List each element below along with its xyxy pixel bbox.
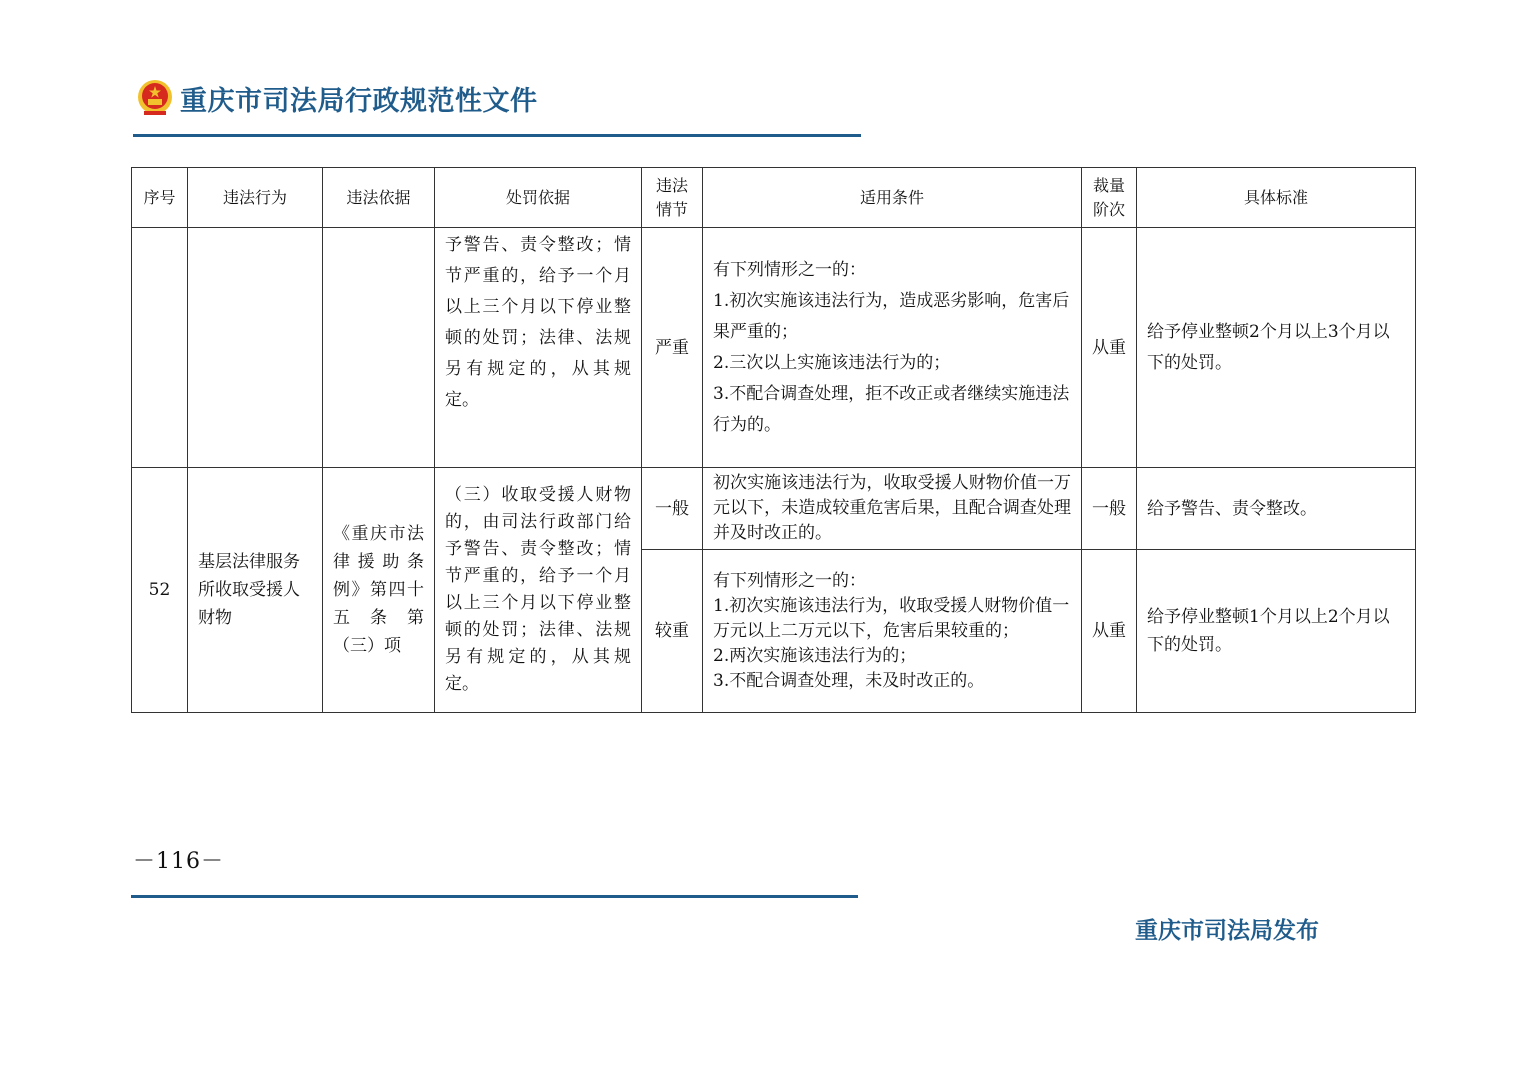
legal-basis <box>323 228 435 468</box>
column-header: 违法 情节 <box>642 168 703 228</box>
specific-standard: 给予停业整顿1个月以上2个月以下的处罚。 <box>1137 550 1416 713</box>
condition-line: 2.三次以上实施该违法行为的； <box>713 352 951 373</box>
discretion-level: 一般 <box>1082 468 1137 550</box>
column-header: 违法行为 <box>188 168 323 228</box>
condition-line: 1.初次实施该违法行为，造成恶劣影响，危害后果严重的； <box>713 290 1070 342</box>
condition-line: 3.不配合调查处理，拒不改正或者继续实施违法行为的。 <box>713 383 1070 435</box>
legal-basis: 《重庆市法律援助条例》第四十五条第（三）项 <box>323 468 435 713</box>
condition-line: 1.初次实施该违法行为，收取受援人财物价值一万元以上二万元以下，危害后果较重的； <box>713 595 1070 641</box>
applicable-conditions <box>703 550 1082 713</box>
table-header-row <box>132 168 1416 228</box>
violation-act: 基层法律服务所收取受援人财物 <box>188 468 323 713</box>
column-header: 处罚依据 <box>435 168 642 228</box>
column-header: 具体标准 <box>1137 168 1416 228</box>
row-number <box>132 228 188 468</box>
condition-line: 有下列情形之一的： <box>713 570 866 591</box>
violation-act <box>188 228 323 468</box>
column-header: 违法依据 <box>323 168 435 228</box>
footer-divider <box>131 895 858 898</box>
penalty-basis: （三）收取受援人财物的，由司法行政部门给予警告、责令整改；情节严重的，给予一个月以上三个月以下停业整顿的处罚；法律、法规另有规定的，从其规定。 <box>435 468 642 713</box>
column-header: 序号 <box>132 168 188 228</box>
penalty-basis: 予警告、责令整改；情节严重的，给予一个月以上三个月以下停业整顿的处罚；法律、法规另有规定的，从其规定。 <box>435 228 642 468</box>
condition-line: 3.不配合调查处理，未及时改正的。 <box>713 670 985 691</box>
national-emblem-icon <box>136 78 174 118</box>
page-number: －116－ <box>133 849 224 874</box>
discretion-level: 从重 <box>1082 228 1137 468</box>
applicable-conditions <box>703 228 1082 468</box>
row-number: 52 <box>132 468 188 713</box>
penalty-standard-table <box>131 167 1416 713</box>
circumstance: 一般 <box>642 468 703 550</box>
discretion-level: 从重 <box>1082 550 1137 713</box>
condition-line: 有下列情形之一的： <box>713 259 866 280</box>
header-title: 重庆市司法局行政规范性文件 <box>180 85 538 117</box>
condition-line: 2.两次实施该违法行为的； <box>713 645 917 666</box>
table-row <box>132 468 1416 550</box>
specific-standard: 给予警告、责令整改。 <box>1137 468 1416 550</box>
circumstance: 较重 <box>642 550 703 713</box>
table-row <box>132 228 1416 468</box>
publisher-label: 重庆市司法局发布 <box>1135 918 1319 944</box>
applicable-conditions: 初次实施该违法行为，收取受援人财物价值一万元以下，未造成较重危害后果，且配合调查处理并及时改正的。 <box>703 468 1082 550</box>
header-divider <box>133 134 861 137</box>
circumstance: 严重 <box>642 228 703 468</box>
column-header: 裁量 阶次 <box>1082 168 1137 228</box>
column-header: 适用条件 <box>703 168 1082 228</box>
document-header <box>136 78 538 118</box>
specific-standard: 给予停业整顿2个月以上3个月以下的处罚。 <box>1137 228 1416 468</box>
